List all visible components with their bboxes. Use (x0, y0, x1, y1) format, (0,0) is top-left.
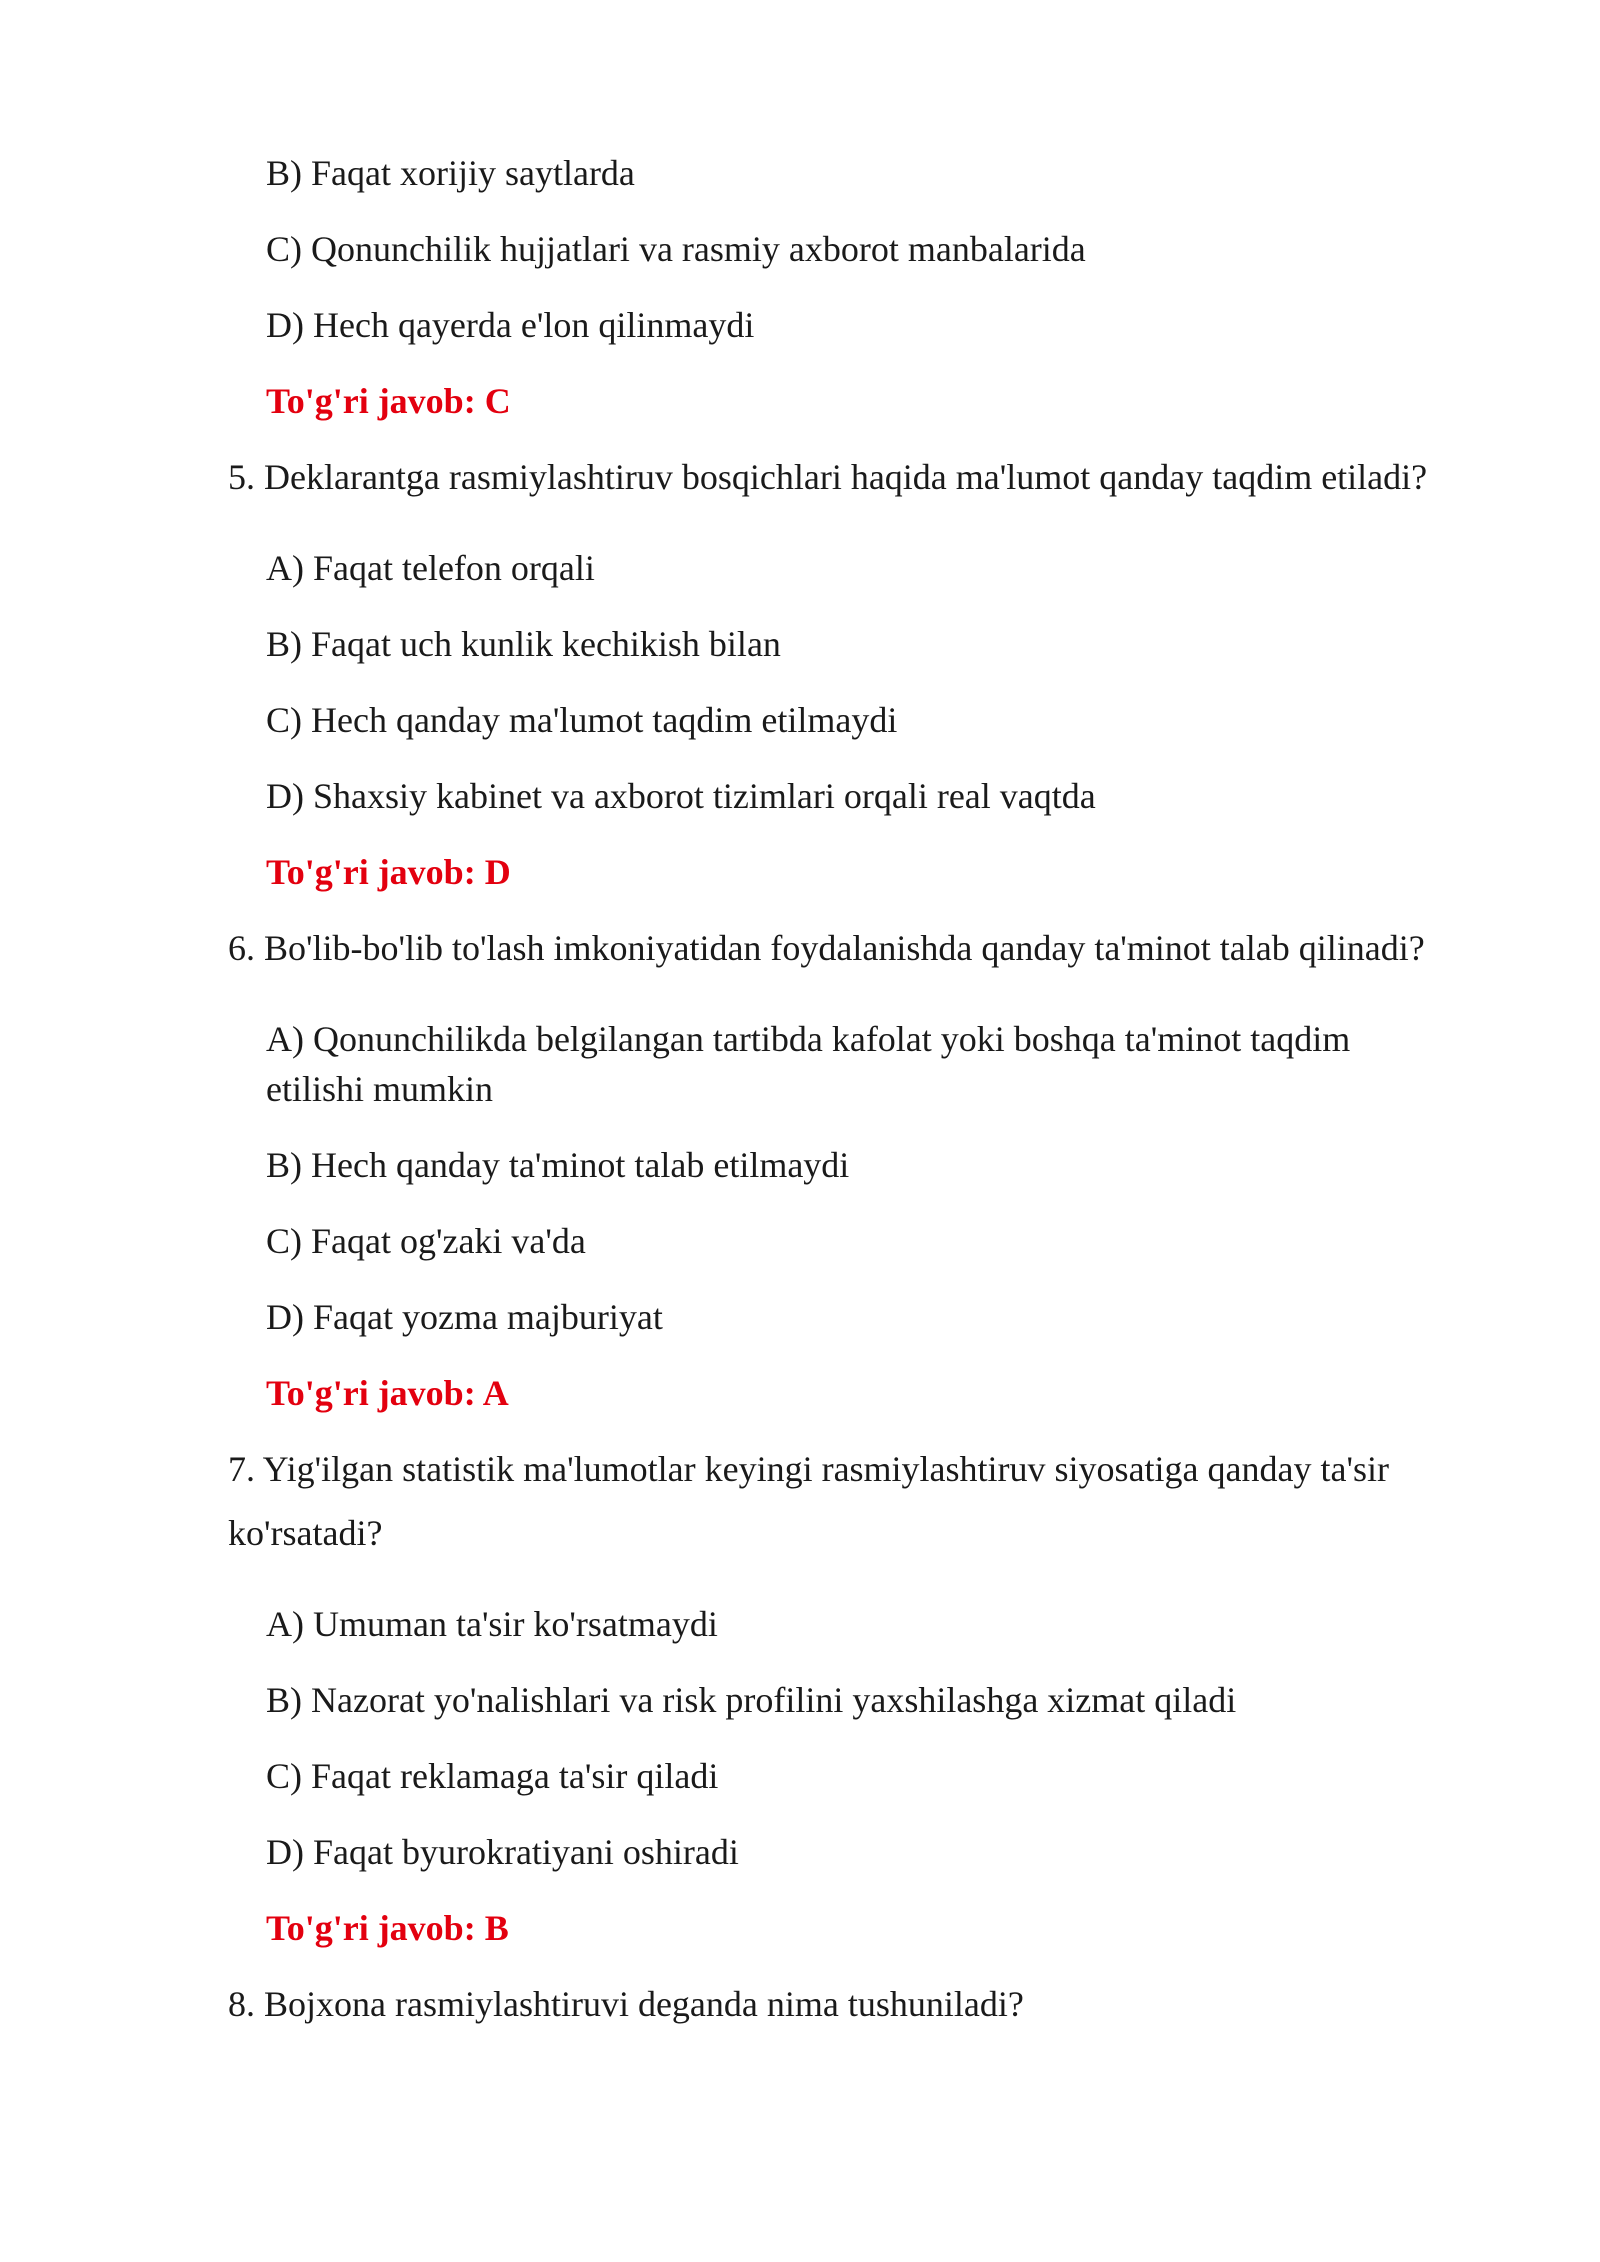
question-6-option-c: C) Faqat og'zaki va'da (266, 1221, 586, 1261)
question-6-option-a: A) Qonunchilikda belgilangan tartibda kafolat yoki boshqa ta'minot taqdim (266, 1019, 1351, 1059)
question-7-option-a: A) Umuman ta'sir ko'rsatmaydi (266, 1604, 718, 1644)
option-c: C) Qonunchilik hujjatlari va rasmiy axborot manbalarida (266, 229, 1086, 269)
question-7-continuation: ko'rsatadi? (228, 1513, 383, 1553)
question-5-option-c: C) Hech qanday ma'lumot taqdim etilmaydi (266, 700, 898, 740)
question-7-option-b: B) Nazorat yo'nalishlari va risk profilini yaxshilashga xizmat qiladi (266, 1680, 1237, 1720)
question-6-option-d: D) Faqat yozma majburiyat (266, 1297, 663, 1337)
question-5-option-a: A) Faqat telefon orqali (266, 548, 595, 588)
option-b: B) Faqat xorijiy saytlarda (266, 153, 635, 193)
question-6: 6. Bo'lib-bo'lib to'lash imkoniyatidan foydalanishda qanday ta'minot talab qilinadi? (228, 928, 1425, 968)
question-5-option-b: B) Faqat uch kunlik kechikish bilan (266, 624, 781, 664)
question-6-correct-answer: To'g'ri javob: A (266, 1373, 509, 1413)
question-5: 5. Deklarantga rasmiylashtiruv bosqichlari haqida ma'lumot qanday taqdim etiladi? (228, 457, 1428, 497)
question-5-option-d: D) Shaxsiy kabinet va axborot tizimlari orqali real vaqtda (266, 776, 1096, 816)
question-5-correct-answer: To'g'ri javob: D (266, 852, 511, 892)
question-8: 8. Bojxona rasmiylashtiruvi deganda nima tushuniladi? (228, 1984, 1024, 2024)
correct-answer: To'g'ri javob: C (266, 381, 511, 421)
question-7-correct-answer: To'g'ri javob: B (266, 1908, 509, 1948)
question-6-option-b: B) Hech qanday ta'minot talab etilmaydi (266, 1145, 850, 1185)
question-7: 7. Yig'ilgan statistik ma'lumotlar keyingi rasmiylashtiruv siyosatiga qanday ta'sir (228, 1449, 1389, 1489)
question-7-option-d: D) Faqat byurokratiyani oshiradi (266, 1832, 739, 1872)
option-d: D) Hech qayerda e'lon qilinmaydi (266, 305, 755, 345)
question-6-option-a-continuation: etilishi mumkin (266, 1069, 494, 1109)
question-7-option-c: C) Faqat reklamaga ta'sir qiladi (266, 1756, 719, 1796)
